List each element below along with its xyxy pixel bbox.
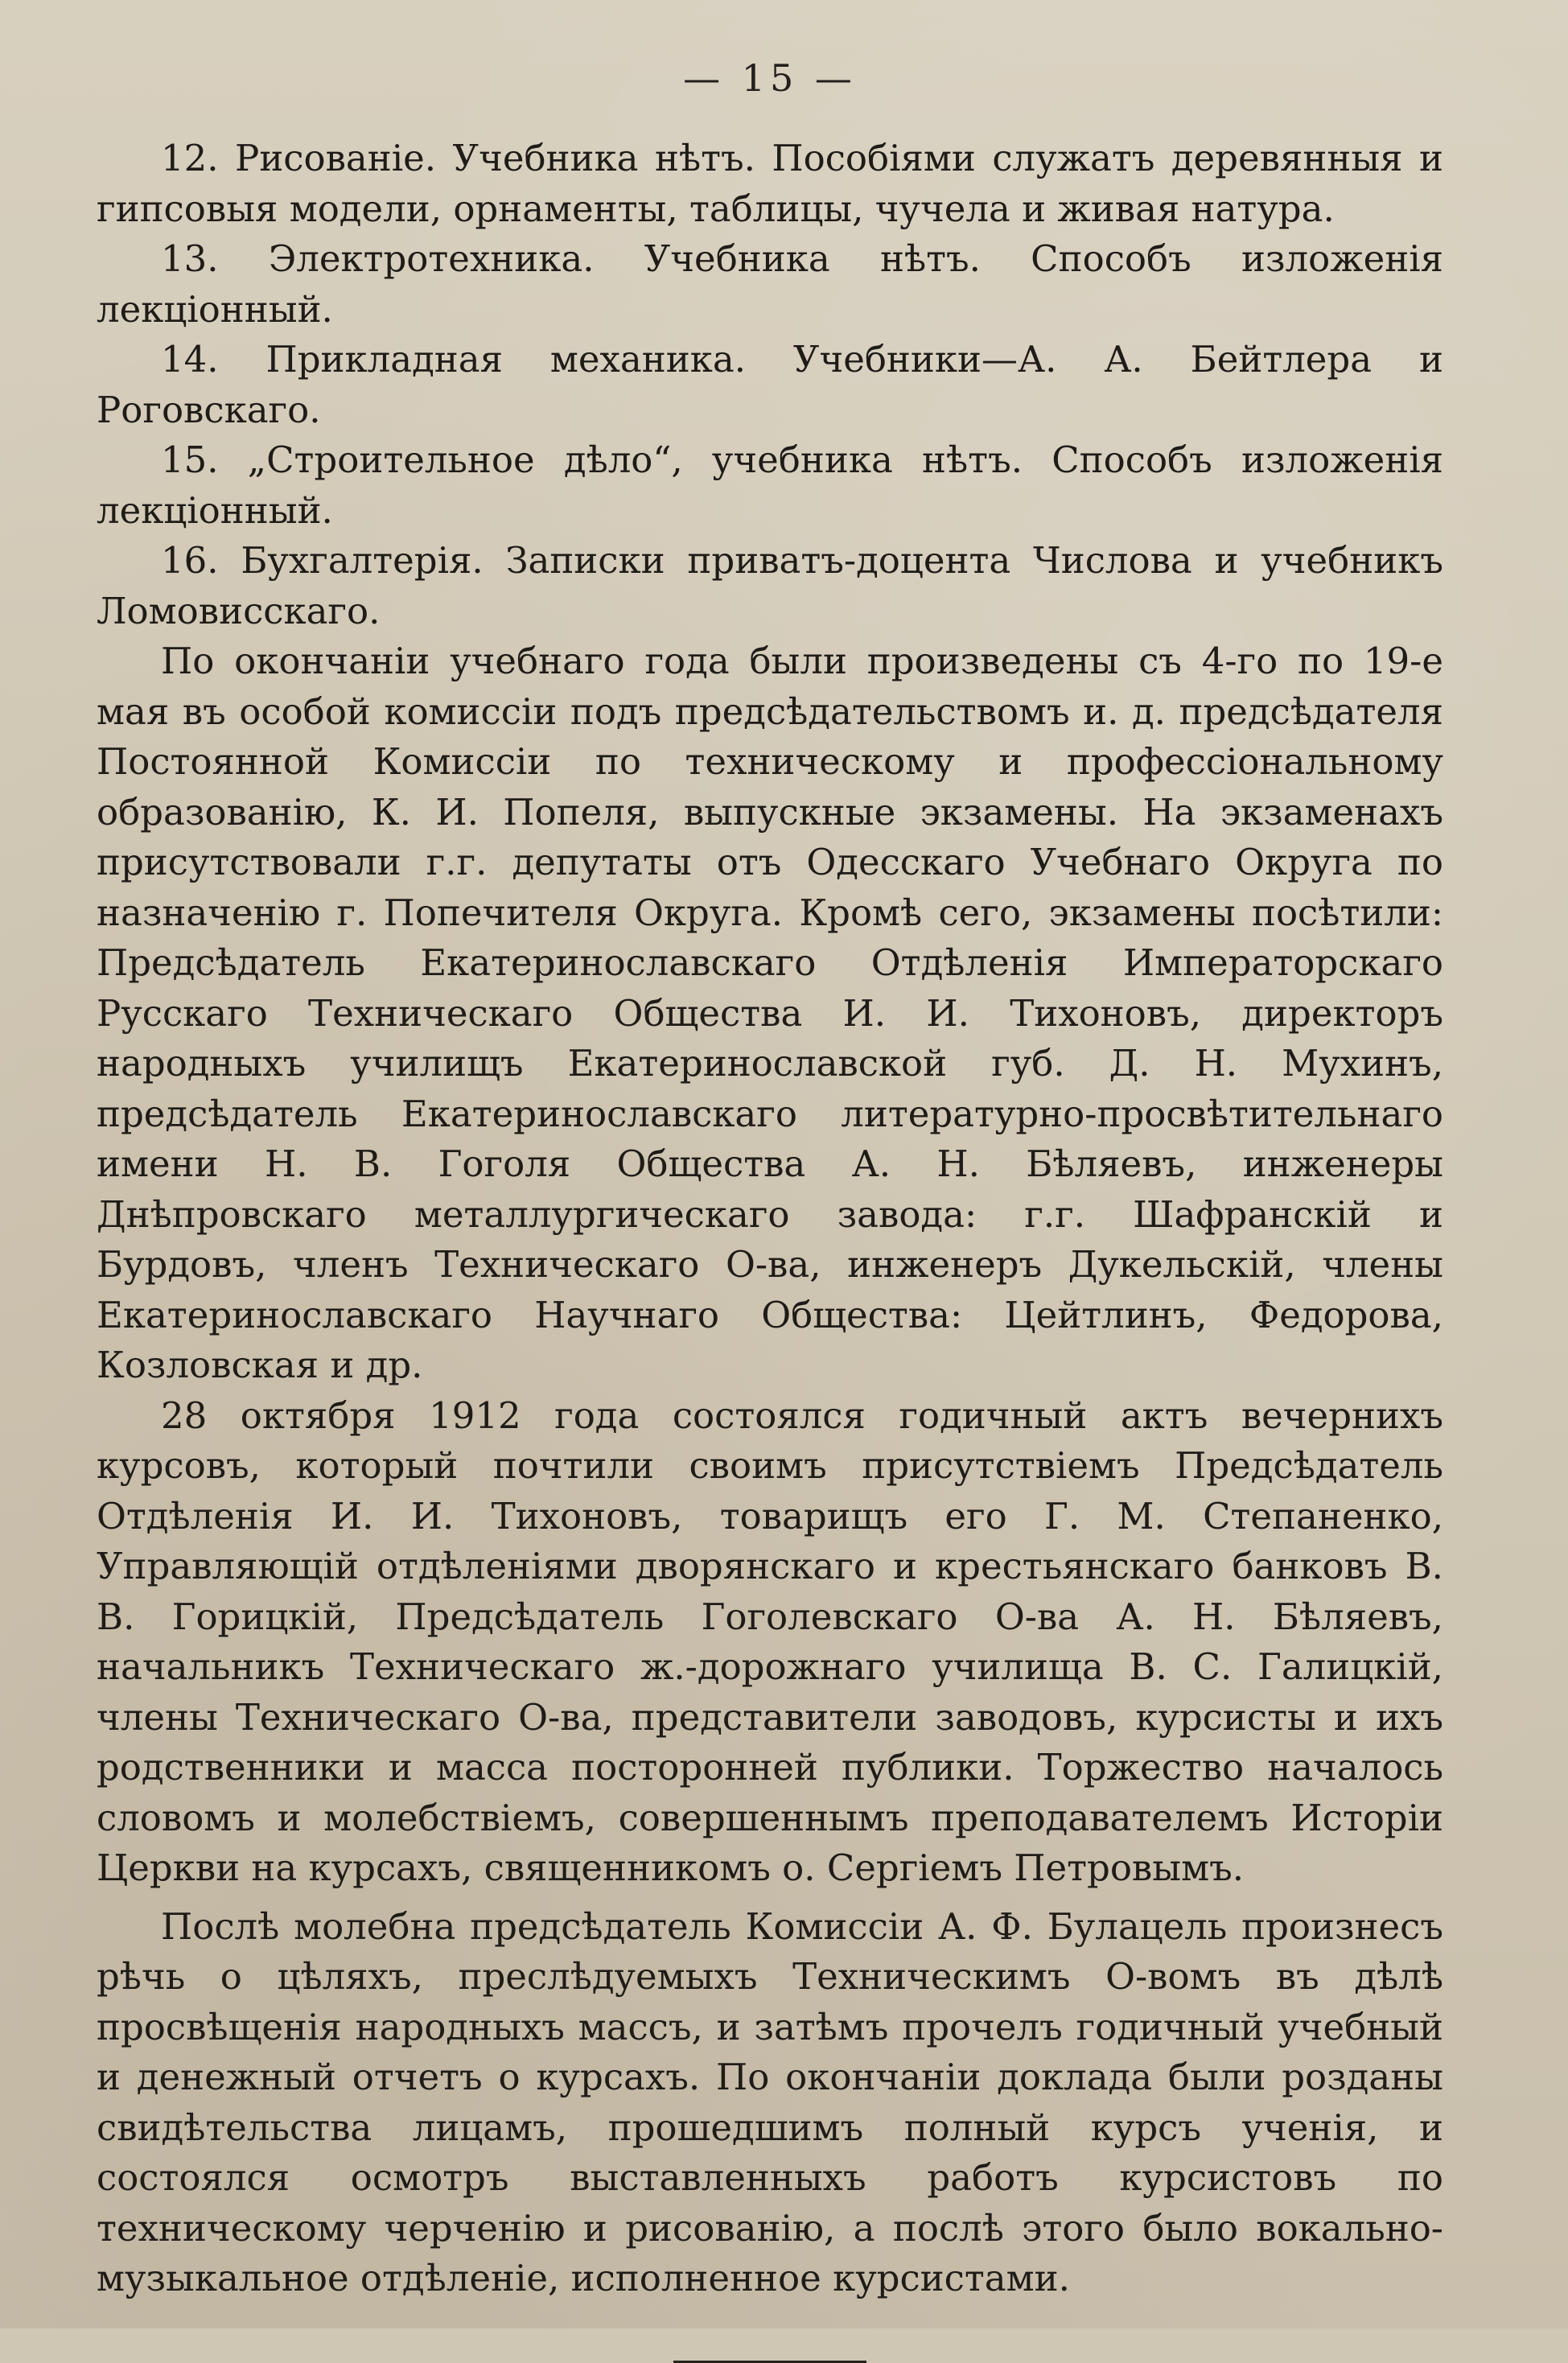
paragraph-after-prayer: Послѣ молебна предсѣдатель Комиссіи А. Ф. Булацель произнесъ рѣчь о цѣляхъ, преслѣдуемыхъ Техническимъ О-вомъ въ дѣлѣ просвѣщенія народныхъ массъ, и затѣмъ прочелъ годичный учебный и денежный отчетъ о курсахъ. По окончаніи доклада были розданы свидѣтельства лицамъ, прошедшимъ полный курсъ ученія, и состоялся осмотръ выставленныхъ работъ курсистовъ по техническому черченію и рисованію, а послѣ этого было вокально-музыкальное отдѣленіе, исполненное курсистами. <box>97 1904 1443 2299</box>
paragraph-bookkeeping: 16. Бухгалтерія. Записки привaтъ-доцента Числова и учебникъ Ломовисскаго. <box>97 539 1443 632</box>
paragraph-exams: По окончаніи учебнаго года были произведены съ 4-го по 19-е мая въ особой комиссіи подъ предсѣдательствомъ и. д. предсѣдателя Постоянной Комиссіи по техническому и профессіональному образованію, К. И. Попеля, выпускные экзамены. На экзаменахъ присутствовали г.г. депутаты отъ Одесскаго Учебнаго Округа по назначенію г. Попечителя Округа. Кромѣ сего, экзамены посѣтили: Предсѣдатель Екатеринославскаго Отдѣленія Императорскаго Русскаго Техническаго Общества И. И. Тихоновъ, директоръ народныхъ училищъ Екатеринославской губ. Д. Н. Мухинъ, предсѣдатель Екатеринославскаго литературно-просвѣтительнаго имени Н. В. Гоголя Общества А. Н. Бѣляевъ, инженеры Днѣпровскаго металлургическаго завода: г.г. Шафранскій и Бурдовъ, членъ Техническаго О-ва, инженеръ Дукельскій, члены Екатеринославскаго Научнаго Общества: Цейтлинъ, Федорова, Козловская и др. <box>97 640 1443 1386</box>
paragraph-electrotechnics: 13. Электротехника. Учебника нѣтъ. Способъ изложенія лекціонный. <box>97 237 1443 331</box>
paragraph-drawing: 12. Рисованіе. Учебника нѣтъ. Пособіями служатъ деревянныя и гипсовыя модели, орнаменты, таблицы, чучела и живая натура. <box>97 137 1443 230</box>
paragraph-applied-mechanics: 14. Прикладная механика. Учебники—А. А. Бейтлера и Роговскаго. <box>97 338 1443 431</box>
paragraph-annual-act: 28 октября 1912 года состоялся годичный актъ вечернихъ курсовъ, который почтили своимъ присутствіемъ Предсѣдатель Отдѣленія И. И. Тихоновъ, товарищъ его Г. М. Степаненко, Управляющій отдѣленіями дворянскаго и крестьянскаго банковъ В. В. Горицкій, Предсѣдатель Гоголевскаго О-ва А. Н. Бѣляевъ, начальникъ Техническаго ж.-дорожнаго училища В. С. Галицкій, члены Техническаго О-ва, представители заводовъ, курсисты и ихъ родственники и масса посторонней публики. Торжество началось словомъ и молебствіемъ, совершеннымъ преподавателемъ Исторіи Церкви на курсахъ, священникомъ о. Сергіемъ Петровымъ. <box>97 1394 1443 1889</box>
paragraph-construction: 15. „Строительное дѣло“, учебника нѣтъ. Способъ изложенія лекціонный. <box>97 438 1443 532</box>
page-number: — 15 — <box>683 56 857 100</box>
closing-rule <box>673 2361 866 2363</box>
page-body <box>97 134 1443 2304</box>
